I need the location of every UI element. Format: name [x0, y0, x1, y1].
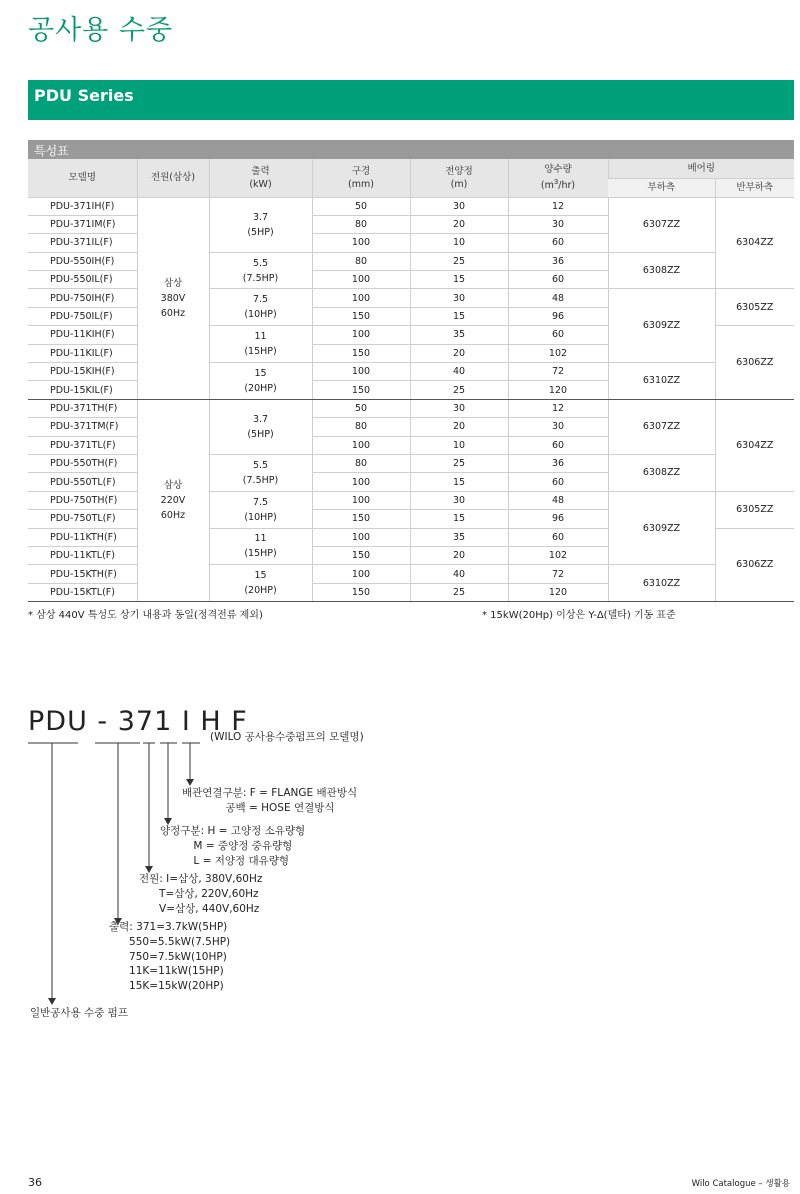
header-bore: 구경 (mm): [312, 159, 410, 197]
model-cell: PDU-371TL(F): [28, 436, 137, 454]
head-cell: 25: [410, 454, 508, 472]
header-head: 전양정 (m): [410, 159, 508, 197]
model-cell: PDU-550IL(F): [28, 271, 137, 289]
head-cell: 35: [410, 326, 508, 344]
model-cell: PDU-750IL(F): [28, 307, 137, 325]
page-number: 36: [28, 1176, 42, 1189]
legend-head: 양정구분: H = 고양정 소유량형 M = 중양정 중유량형 L = 저양정 대유량형: [160, 825, 306, 867]
bore-cell: 150: [312, 510, 410, 528]
flow-cell: 102: [508, 546, 608, 564]
bearing-antiload-cell: 6305ZZ: [715, 491, 794, 528]
model-cell: PDU-371IM(F): [28, 215, 137, 233]
flow-cell: 48: [508, 491, 608, 509]
model-cell: PDU-371IH(F): [28, 197, 137, 215]
head-cell: 20: [410, 344, 508, 362]
head-cell: 15: [410, 473, 508, 491]
output-cell: 5.5 (7.5HP): [209, 252, 312, 289]
flow-cell: 60: [508, 473, 608, 491]
model-cell: PDU-550IH(F): [28, 252, 137, 270]
bore-cell: 150: [312, 583, 410, 601]
bore-cell: 100: [312, 473, 410, 491]
flow-cell: 36: [508, 454, 608, 472]
model-cell: PDU-750IH(F): [28, 289, 137, 307]
legend-output: 출력: 371=3.7kW(5HP) 550=5.5kW(7.5HP) 750=7.5kW(10HP) 11K=11kW(15HP) 15K=15kW(20HP): [109, 921, 231, 993]
head-cell: 20: [410, 546, 508, 564]
bore-cell: 80: [312, 418, 410, 436]
flow-cell: 60: [508, 234, 608, 252]
output-cell: 15 (20HP): [209, 565, 312, 602]
flow-cell: 30: [508, 418, 608, 436]
model-cell: PDU-15KTH(F): [28, 565, 137, 583]
flow-cell: 120: [508, 381, 608, 399]
head-cell: 30: [410, 399, 508, 417]
head-cell: 20: [410, 418, 508, 436]
bearing-antiload-cell: 6305ZZ: [715, 289, 794, 326]
model-cell: PDU-371IL(F): [28, 234, 137, 252]
model-cell: PDU-11KTL(F): [28, 546, 137, 564]
bore-cell: 50: [312, 399, 410, 417]
bore-cell: 150: [312, 546, 410, 564]
model-cell: PDU-550TH(F): [28, 454, 137, 472]
head-cell: 35: [410, 528, 508, 546]
flow-cell: 96: [508, 307, 608, 325]
model-code-description: (WILO 공사용수중펌프의 모델명): [210, 731, 364, 743]
bearing-load-cell: 6310ZZ: [608, 363, 715, 400]
header-flow: 양수량 $(m^3/hr)$: [508, 159, 608, 197]
head-cell: 15: [410, 271, 508, 289]
model-cell: PDU-11KTH(F): [28, 528, 137, 546]
spec-table-label: 특성표: [28, 140, 794, 159]
flow-cell: 48: [508, 289, 608, 307]
flow-cell: 60: [508, 326, 608, 344]
power-cell: 삼상 380V 60Hz: [137, 197, 209, 399]
flow-cell: 30: [508, 215, 608, 233]
output-cell: 15 (20HP): [209, 363, 312, 400]
bore-cell: 100: [312, 528, 410, 546]
head-cell: 30: [410, 289, 508, 307]
flow-cell: 102: [508, 344, 608, 362]
bore-cell: 100: [312, 565, 410, 583]
bore-cell: 80: [312, 215, 410, 233]
bearing-load-cell: 6308ZZ: [608, 252, 715, 289]
output-cell: 5.5 (7.5HP): [209, 454, 312, 491]
header-bearing: 베어링: [608, 159, 794, 178]
head-cell: 40: [410, 363, 508, 381]
bore-cell: 100: [312, 363, 410, 381]
output-cell: 11 (15HP): [209, 528, 312, 565]
bearing-load-cell: 6307ZZ: [608, 399, 715, 454]
bore-cell: 100: [312, 289, 410, 307]
flow-cell: 120: [508, 583, 608, 601]
page-title: 공사용 수중: [28, 15, 173, 46]
header-model: 모델명: [28, 159, 137, 197]
flow-cell: 12: [508, 399, 608, 417]
bearing-antiload-cell: 6304ZZ: [715, 399, 794, 491]
bore-cell: 100: [312, 436, 410, 454]
head-cell: 25: [410, 583, 508, 601]
header-bearing-antiload: 반부하측: [715, 178, 794, 197]
bore-cell: 100: [312, 491, 410, 509]
model-cell: PDU-550TL(F): [28, 473, 137, 491]
head-cell: 15: [410, 307, 508, 325]
head-cell: 30: [410, 491, 508, 509]
output-cell: 3.7 (5HP): [209, 197, 312, 252]
bearing-antiload-cell: 6304ZZ: [715, 197, 794, 289]
model-cell: PDU-11KIL(F): [28, 344, 137, 362]
flow-cell: 60: [508, 528, 608, 546]
flow-cell: 96: [508, 510, 608, 528]
header-bearing-load: 부하측: [608, 178, 715, 197]
flow-cell: 36: [508, 252, 608, 270]
bore-cell: 80: [312, 454, 410, 472]
model-cell: PDU-15KIH(F): [28, 363, 137, 381]
bearing-load-cell: 6309ZZ: [608, 289, 715, 363]
bearing-load-cell: 6307ZZ: [608, 197, 715, 252]
header-power: 전원(삼상): [137, 159, 209, 197]
power-cell: 삼상 220V 60Hz: [137, 399, 209, 601]
head-cell: 10: [410, 436, 508, 454]
header-output: 출력 (kW): [209, 159, 312, 197]
legend-connection: 배관연결구분: F = FLANGE 배관방식 공백 = HOSE 연결방식: [182, 787, 358, 814]
flow-cell: 60: [508, 271, 608, 289]
model-code: PDU - 371 I H F: [28, 706, 248, 737]
legend-series: 일반공사용 수중 펌프: [30, 1007, 128, 1019]
bore-cell: 100: [312, 326, 410, 344]
note-right: * 15kW(20Hp) 이상은 Y-Δ(델타) 기동 표준: [482, 610, 676, 621]
flow-cell: 72: [508, 565, 608, 583]
head-cell: 30: [410, 197, 508, 215]
bearing-antiload-cell: 6306ZZ: [715, 326, 794, 400]
output-cell: 7.5 (10HP): [209, 289, 312, 326]
bore-cell: 100: [312, 271, 410, 289]
output-cell: 11 (15HP): [209, 326, 312, 363]
flow-cell: 60: [508, 436, 608, 454]
legend-power: 전원: I=삼상, 380V,60Hz T=삼상, 220V,60Hz V=삼상, 440V,60Hz: [139, 873, 263, 915]
model-cell: PDU-15KIL(F): [28, 381, 137, 399]
model-cell: PDU-750TH(F): [28, 491, 137, 509]
head-cell: 25: [410, 381, 508, 399]
bearing-load-cell: 6309ZZ: [608, 491, 715, 565]
bearing-load-cell: 6310ZZ: [608, 565, 715, 602]
bore-cell: 150: [312, 381, 410, 399]
bore-cell: 80: [312, 252, 410, 270]
head-cell: 40: [410, 565, 508, 583]
output-cell: 3.7 (5HP): [209, 399, 312, 454]
model-cell: PDU-11KIH(F): [28, 326, 137, 344]
bearing-antiload-cell: 6306ZZ: [715, 528, 794, 602]
bore-cell: 50: [312, 197, 410, 215]
model-cell: PDU-371TH(F): [28, 399, 137, 417]
model-cell: PDU-15KTL(F): [28, 583, 137, 601]
note-left: * 삼상 440V 특성도 상기 내용과 동일(정격전류 제외): [28, 610, 263, 621]
series-title: PDU Series: [28, 80, 794, 120]
catalogue-footer: Wilo Catalogue – 생활용: [691, 1179, 790, 1189]
head-cell: 10: [410, 234, 508, 252]
bore-cell: 100: [312, 234, 410, 252]
flow-cell: 72: [508, 363, 608, 381]
head-cell: 25: [410, 252, 508, 270]
output-cell: 7.5 (10HP): [209, 491, 312, 528]
model-cell: PDU-750TL(F): [28, 510, 137, 528]
bearing-load-cell: 6308ZZ: [608, 454, 715, 491]
model-cell: PDU-371TM(F): [28, 418, 137, 436]
bore-cell: 150: [312, 344, 410, 362]
bore-cell: 150: [312, 307, 410, 325]
flow-cell: 12: [508, 197, 608, 215]
head-cell: 15: [410, 510, 508, 528]
head-cell: 20: [410, 215, 508, 233]
